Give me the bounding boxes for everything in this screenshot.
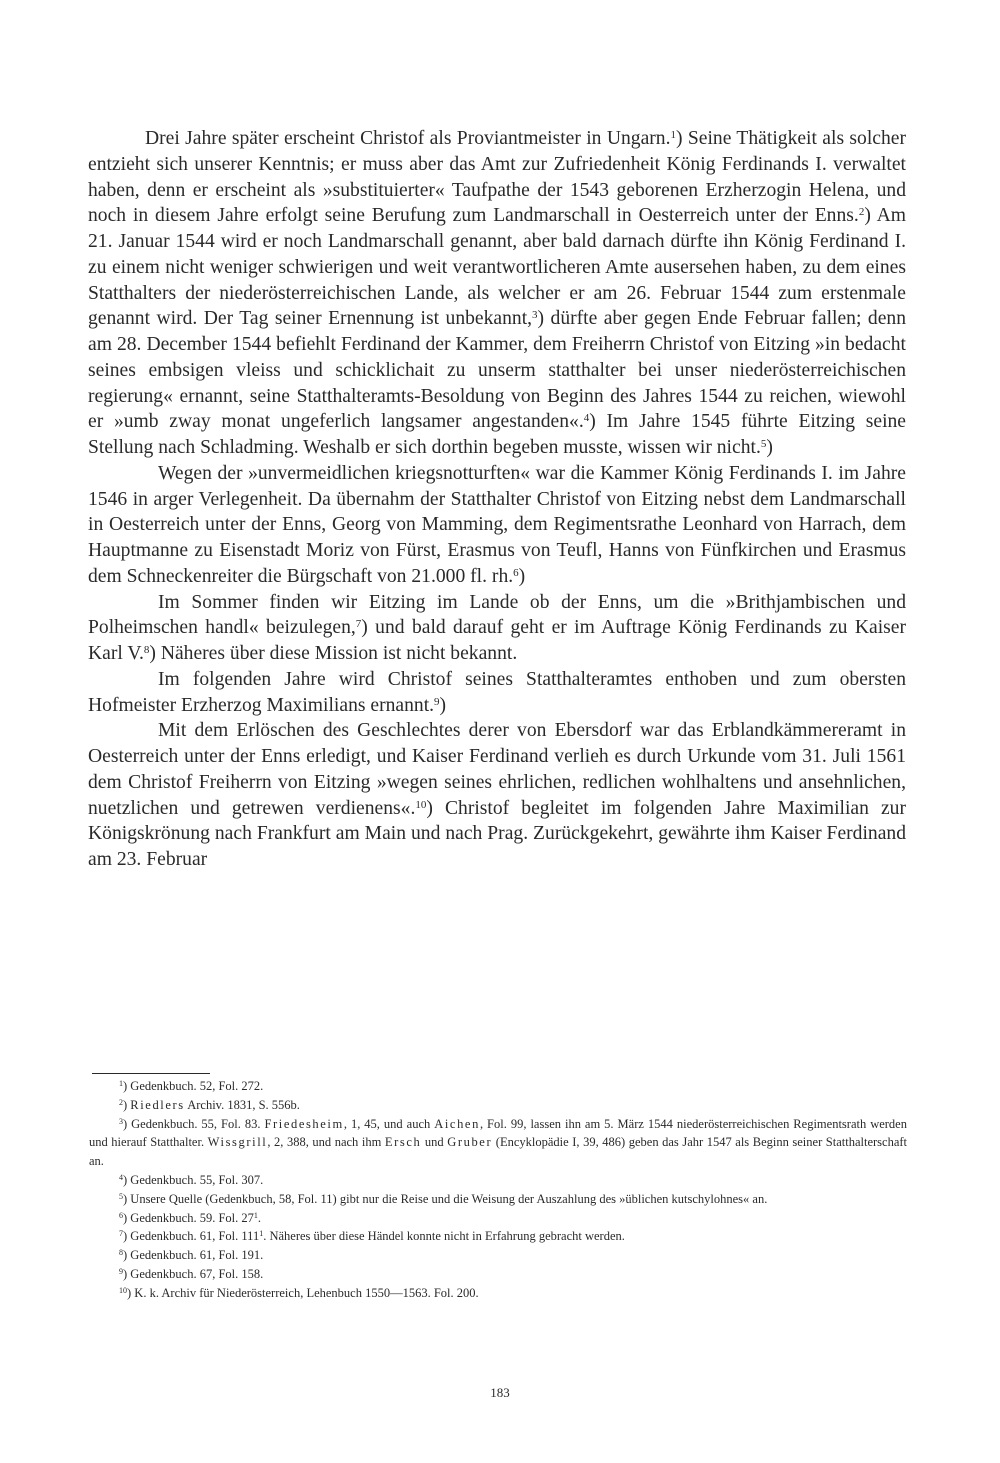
footnote-text: ) Gedenkbuch. 61, Fol. 191. bbox=[123, 1248, 264, 1263]
footnote-text: . Näheres über diese Händel konnte nicht in Erfahrung gebracht werden. bbox=[263, 1229, 625, 1244]
footnote-text: , Fol. 99, lassen ihn am 5. März 1544 niederösterreichischen Regimentsrath werden und hierauf Statthalter. bbox=[89, 1116, 907, 1150]
footnote bbox=[89, 1284, 907, 1303]
author-name: Riedlers bbox=[130, 1097, 185, 1112]
text-run: ) Im Jahre 1545 führte Eitzing seine Stellung nach Schladming. Weshalb er sich dorthin begeben musste, wissen wir nicht. bbox=[88, 411, 907, 458]
text-run: ) bbox=[766, 437, 773, 458]
footnote bbox=[89, 1077, 907, 1096]
footnote-marker: 7 bbox=[355, 618, 362, 631]
footnote-text: ) Gedenkbuch. 55, Fol. 83. bbox=[123, 1116, 265, 1131]
footnote-text: . bbox=[257, 1210, 262, 1225]
footnote-number: 4 bbox=[119, 1172, 123, 1182]
paragraph bbox=[88, 718, 906, 873]
text-run: ) bbox=[518, 565, 526, 587]
paragraph bbox=[88, 667, 906, 719]
author-name: Gruber bbox=[447, 1135, 493, 1150]
footnote-marker: 2 bbox=[858, 206, 865, 219]
footnote-number: 2 bbox=[119, 1097, 123, 1107]
footnote-divider bbox=[92, 1073, 210, 1074]
footnote-text: ) Gedenkbuch. 67, Fol. 158. bbox=[123, 1266, 264, 1281]
footnote bbox=[89, 1209, 907, 1228]
folio-superscript: 1 bbox=[253, 1210, 258, 1220]
footnote-number: 5 bbox=[119, 1191, 123, 1201]
footnote-marker: 4 bbox=[583, 412, 590, 425]
paragraph bbox=[88, 590, 906, 667]
text-run: Mit dem Erlöschen des Geschlechtes derer von Ebersdorf war das Erblandkämmereramt in Oesterreich unter der Enns erledigt, und Kaiser Ferdinand verlieh es durch Urkunde vom 31. Juli 1561 dem Christof Freiherrn von Eitzing »wegen seines ehrlichen, redlichen wohlhaltens und ansehnlichen, nuetzlichen und getrewen verdienens«. bbox=[88, 720, 906, 819]
footnote-marker: 8 bbox=[143, 643, 150, 656]
page-number: 183 bbox=[490, 1385, 510, 1400]
footnote-text: ) Gedenkbuch. 61, Fol. 111 bbox=[123, 1229, 260, 1244]
text-run: ) Seine Thätigkeit als solcher entzieht sich unserer Kenntnis; er muss aber das Amt zur Zufriedenheit König Ferdinands I. verwaltet haben, denn er erscheint als »substituierter« Taufpathe der 1543 geborenen Erzherzogin Helena, und noch in diesem Jahre erfolgt seine Berufung zum Landmarschall in Oesterreich unter der Enns. bbox=[88, 128, 907, 227]
author-name: Aichen bbox=[434, 1116, 480, 1131]
main-text bbox=[88, 126, 906, 873]
footnotes bbox=[89, 1077, 907, 1303]
footnote bbox=[89, 1115, 907, 1171]
footnote-text: ) Gedenkbuch. 59. Fol. 27 bbox=[123, 1210, 254, 1225]
footnote-text: ) K. k. Archiv für Niederösterreich, Lehenbuch 1550—1563. Fol. 200. bbox=[127, 1285, 479, 1300]
text-run: ) bbox=[439, 694, 447, 716]
footnote-number: 9 bbox=[119, 1266, 123, 1276]
footnote-marker: 1 bbox=[670, 128, 676, 141]
footnote-number: 7 bbox=[119, 1229, 123, 1239]
footnote-marker: 10 bbox=[415, 798, 427, 811]
footnote-number: 8 bbox=[119, 1248, 123, 1258]
text-run: Drei Jahre später erscheint Christof als Proviantmeister in Ungarn. bbox=[145, 128, 671, 149]
author-name: Ersch bbox=[384, 1135, 422, 1150]
text-run: Im folgenden Jahre wird Christof seines Statthalteramtes enthoben und zum obersten Hofmeister Erzherzog Maximilians ernannt. bbox=[88, 668, 906, 716]
footnote-number: 1 bbox=[119, 1079, 123, 1088]
text-run: ) Am 21. Januar 1544 wird er noch Landmarschall genannt, aber bald darnach dürfte ihn König Ferdinand I. zu einem nicht weniger schwierigen und weit verantwortlicheren Amte ausersehen haben, zu dem eines Statthalters der niederösterreichischen Lande, als welcher er am 26. Februar 1544 zum erstenmale genannt wird. Der Tag seiner Ernennung ist unbekannt, bbox=[88, 205, 906, 330]
footnote-marker: 3 bbox=[532, 309, 538, 322]
footnote-number: 3 bbox=[119, 1116, 123, 1126]
footnote: $^2$) Riedlers Archiv. 1831, S. 556b. bbox=[119, 1097, 300, 1112]
footnote-text: ) Gedenkbuch. 55, Fol. 307. bbox=[123, 1172, 264, 1187]
footnote bbox=[89, 1265, 907, 1284]
footnote-text: , 1, 45, und auch bbox=[343, 1116, 435, 1131]
footnote-marker: 9 bbox=[434, 695, 440, 708]
footnote bbox=[89, 1227, 907, 1246]
footnote-number: 10 bbox=[119, 1285, 127, 1295]
folio-superscript: 1 bbox=[259, 1229, 264, 1239]
footnote-text: und bbox=[421, 1135, 448, 1150]
footnote-text: , 2, 388, und nach ihm bbox=[267, 1135, 385, 1150]
footnote-text: ) Unsere Quelle (Gedenkbuch, 58, Fol. 11) gibt nur die Reise und die Weisung der Auszahlung des »üblichen kutschylohnes« an. bbox=[123, 1191, 768, 1206]
text-run: ) und bald darauf geht er im Auftrage König Ferdinands zu Kaiser Karl V. bbox=[88, 617, 906, 664]
text-run: Wegen der »unvermeidlichen kriegsnotturften« war die Kammer König Ferdinands I. im Jahre 1546 in arger Verlegenheit. Da übernahm der Statthalter Christof von Eitzing nebst dem Landmarschall in Oesterreich unter der Enns, Georg von Mamming, dem Regimentsrathe Leonhard von Harrach, dem Hauptmanne zu Eisenstadt Moriz von Fürst, Erasmus von Teufl, Hanns von Fünfkirchen und Erasmus dem Schneckenreiter die Bürgschaft von 21.000 fl. rh. bbox=[88, 462, 906, 587]
footnote bbox=[89, 1246, 907, 1265]
text-run: Im Sommer finden wir Eitzing im Lande ob der Enns, um die »Brithjambischen und Polheimschen handl« beizulegen, bbox=[88, 591, 906, 639]
text-run: ) dürfte aber gegen Ende Februar fallen; denn am 28. December 1544 befiehlt Ferdinand der Kammer, dem Freiherrn Christof von Eitzing »in bedacht seines embsigen vleiss und schicklichait zu unserm statthalter bei unser niederösterreichischen regierung« ernannt, seine Statthalteramts-Besoldung von Beginn des Jahres 1544 zu reichen, wiewohl er »umb zway monat ungeferlich langsamer angestanden«. bbox=[88, 308, 906, 433]
footnote-marker: 6 bbox=[513, 566, 519, 579]
footnote-text: Archiv. 1831, S. 556b. bbox=[184, 1097, 300, 1112]
text-run: ) Näheres über diese Mission ist nicht bekannt. bbox=[149, 643, 518, 664]
footnote-marker: 5 bbox=[760, 437, 767, 450]
footnote bbox=[89, 1171, 907, 1190]
author-name: Wissgrill bbox=[207, 1135, 268, 1150]
paragraph bbox=[88, 126, 906, 461]
text-run: ) Christof begleitet im folgenden Jahre Maximilian zur Königskrönung nach Frankfurt am Main und nach Prag. Zurückgekehrt, gewährte ihm Kaiser Ferdinand am 23. Februar bbox=[88, 797, 907, 870]
footnote-text: ) Gedenkbuch. 52, Fol. 272. bbox=[123, 1079, 264, 1093]
footnote-text: (Encyklopädie I, 39, 486) geben das Jahr 1547 als Beginn seiner Statthalterschaft an. bbox=[89, 1135, 908, 1169]
paragraph bbox=[88, 461, 906, 590]
author-name: Friedesheim bbox=[264, 1116, 344, 1131]
footnote bbox=[89, 1190, 907, 1209]
footnote-number: 6 bbox=[119, 1210, 123, 1220]
